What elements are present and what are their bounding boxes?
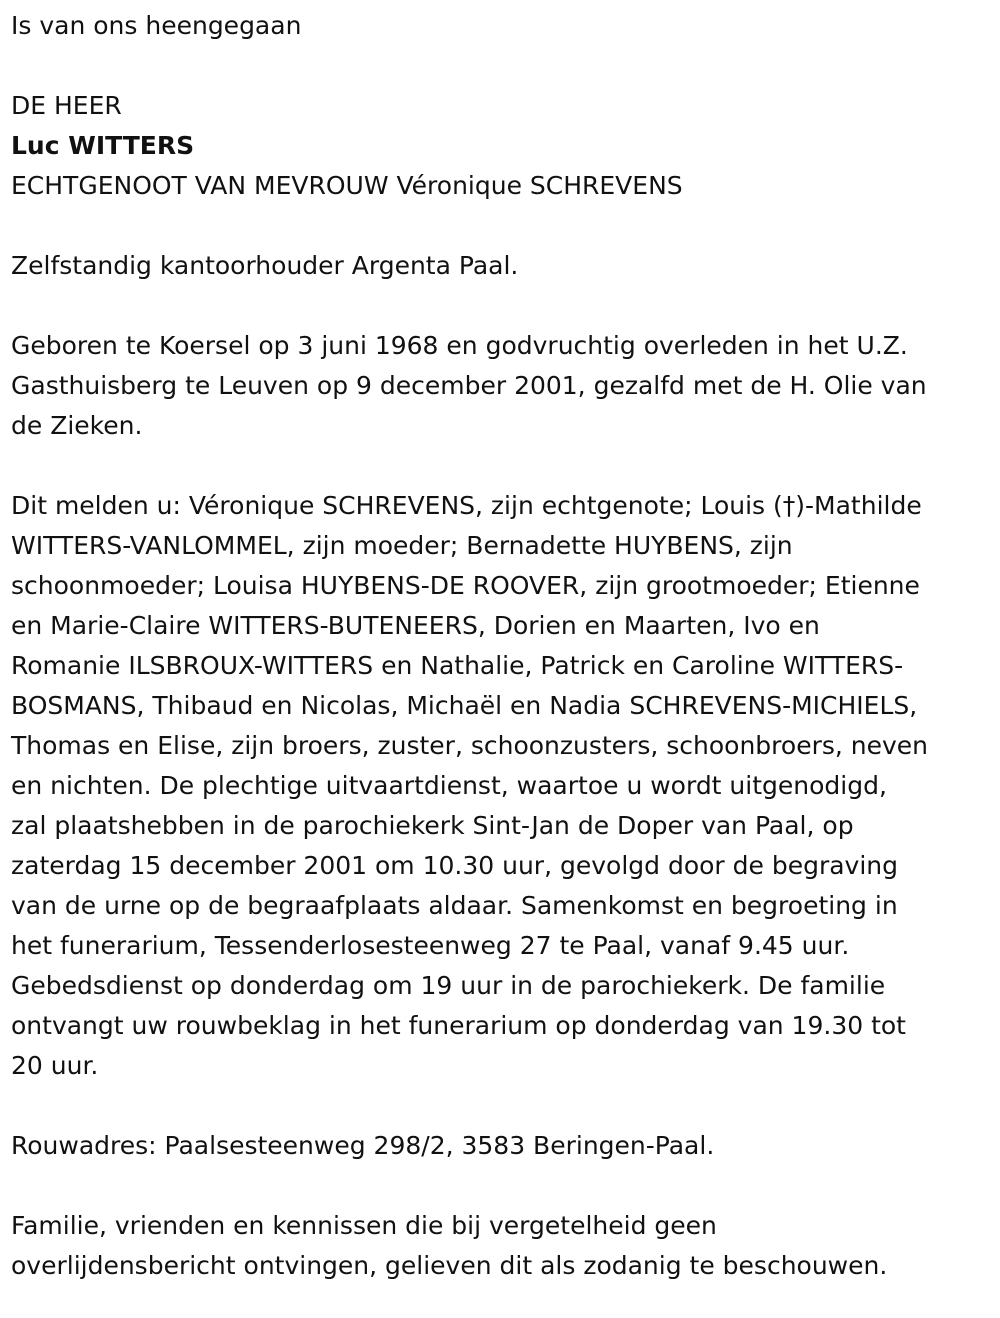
paragraph-line: Geboren te Koersel op 3 juni 1968 en godvruchtig overleden in het U.Z.	[11, 331, 908, 360]
paragraph-line: en nichten. De plechtige uitvaartdienst, waartoe u wordt uitgenodigd,	[11, 771, 887, 800]
spacer	[11, 1086, 990, 1126]
paragraph-line: zal plaatshebben in de parochiekerk Sint-Jan de Doper van Paal, op	[11, 811, 854, 840]
paragraph-line: schoonmoeder; Louisa HUYBENS-DE ROOVER, zijn grootmoeder; Etienne	[11, 571, 920, 600]
spouse-line: ECHTGENOOT VAN MEVROUW Véronique SCHREVENS	[11, 171, 683, 200]
paragraph-line: en Marie-Claire WITTERS-BUTENEERS, Dorien en Maarten, Ivo en	[11, 611, 820, 640]
paragraph-line: Familie, vrienden en kennissen die bij vergetelheid geen	[11, 1211, 717, 1240]
paragraph-line: Romanie ILSBROUX-WITTERS en Nathalie, Patrick en Caroline WITTERS-	[11, 651, 904, 680]
spacer	[11, 206, 990, 246]
spacer	[11, 446, 990, 486]
spacer	[11, 286, 990, 326]
mourning-address: Rouwadres: Paalsesteenweg 298/2, 3583 Beringen-Paal.	[11, 1131, 715, 1160]
paragraph-line: van de urne op de begraafplaats aldaar. Samenkomst en begroeting in	[11, 891, 898, 920]
paragraph-line: overlijdensbericht ontvingen, gelieven dit als zodanig te beschouwen.	[11, 1251, 888, 1280]
title-line: DE HEER	[11, 91, 122, 120]
paragraph-line: Gebedsdienst op donderdag om 19 uur in de parochiekerk. De familie	[11, 971, 886, 1000]
deceased-name: Luc WITTERS	[11, 131, 195, 160]
spacer	[11, 1166, 990, 1206]
paragraph-line: ontvangt uw rouwbeklag in het funerarium op donderdag van 19.30 tot	[11, 1011, 906, 1040]
paragraph-line: zaterdag 15 december 2001 om 10.30 uur, gevolgd door de begraving	[11, 851, 898, 880]
paragraph-line: 20 uur.	[11, 1051, 99, 1080]
paragraph-line: de Zieken.	[11, 411, 143, 440]
birth-death-paragraph	[11, 326, 990, 446]
occupation-line: Zelfstandig kantoorhouder Argenta Paal.	[11, 251, 519, 280]
paragraph-line: Dit melden u: Véronique SCHREVENS, zijn echtgenote; Louis (†)-Mathilde	[11, 491, 922, 520]
announcement-paragraph	[11, 486, 990, 1086]
paragraph-line: Gasthuisberg te Leuven op 9 december 2001, gezalfd met de H. Olie van	[11, 371, 927, 400]
spacer	[11, 46, 990, 86]
paragraph-line: Thomas en Elise, zijn broers, zuster, schoonzusters, schoonbroers, neven	[11, 731, 929, 760]
closing-paragraph	[11, 1206, 990, 1286]
paragraph-line: WITTERS-VANLOMMEL, zijn moeder; Bernadette HUYBENS, zijn	[11, 531, 793, 560]
paragraph-line: BOSMANS, Thibaud en Nicolas, Michaël en Nadia SCHREVENS-MICHIELS,	[11, 691, 918, 720]
intro-line: Is van ons heengegaan	[11, 11, 302, 40]
paragraph-line: het funerarium, Tessenderlosesteenweg 27 te Paal, vanaf 9.45 uur.	[11, 931, 850, 960]
